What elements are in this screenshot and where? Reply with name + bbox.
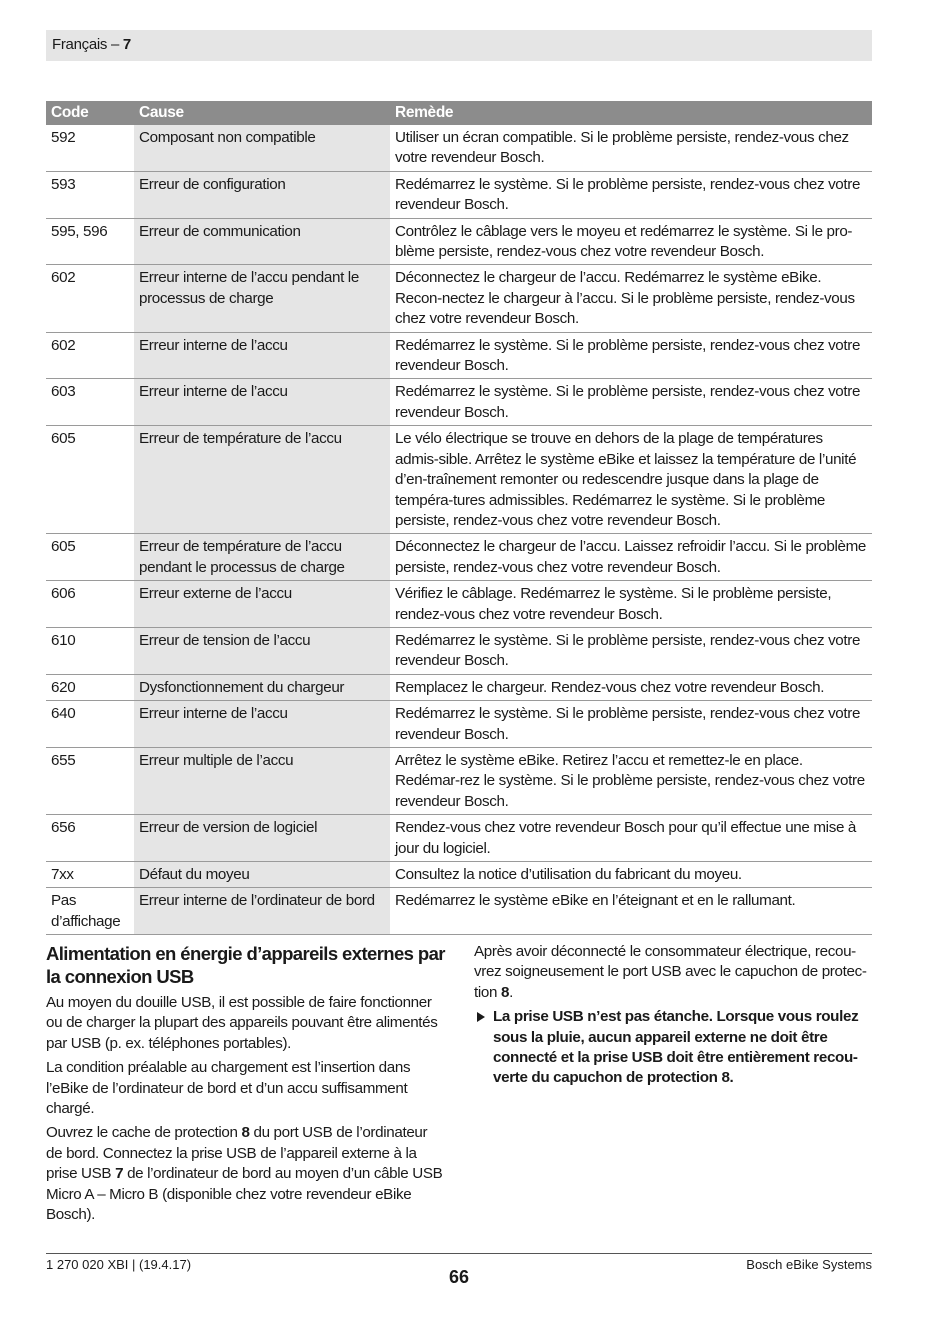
table-row	[46, 218, 872, 265]
table-row	[46, 125, 872, 171]
cell-code: 606	[46, 581, 134, 628]
cell-remedy: Redémarrez le système. Si le problème persiste, rendez-vous chez votre revendeur Bosch.	[390, 332, 872, 379]
cell-code: 620	[46, 674, 134, 700]
cell-code: 655	[46, 747, 134, 814]
error-code-table	[46, 101, 872, 935]
cell-cause: Composant non compatible	[134, 125, 390, 171]
table-row	[46, 265, 872, 332]
cell-remedy: Redémarrez le système. Si le problème persiste, rendez-vous chez votre revendeur Bosch.	[390, 171, 872, 218]
paragraph-usb-intro: Au moyen du douille USB, il est possible de faire fonctionner ou de charger la plupart des appareils pouvant être alimentés par USB (p. ex. téléphones portables).	[46, 994, 438, 1052]
header-page-number: 7	[122, 36, 131, 53]
table-row	[46, 747, 872, 814]
cell-remedy: Redémarrez le système. Si le problème persiste, rendez-vous chez votre revendeur Bosch.	[390, 379, 872, 426]
cell-cause: Erreur de configuration	[134, 171, 390, 218]
table-row	[46, 701, 872, 748]
table-body	[46, 125, 872, 935]
table-row	[46, 888, 872, 935]
cell-remedy: Rendez-vous chez votre revendeur Bosch pour qu’il effectue une mise à jour du logiciel.	[390, 815, 872, 862]
table-row	[46, 171, 872, 218]
cell-code: 595, 596	[46, 218, 134, 265]
footer-page-number: 66	[448, 1267, 470, 1287]
paragraph-connection-instructions: Ouvrez le cache de protection 8 du port USB de l’ordinateur de bord. Connectez la prise USB de l’appareil externe à la prise USB 7 de l’ordinateur de bord au moyen d’un câble USB Micro A – Micro B (disponible chez votre revendeur eBike Bosch).	[46, 1124, 443, 1224]
cell-code: 605	[46, 534, 134, 581]
cell-code: 605	[46, 426, 134, 534]
table-row	[46, 581, 872, 628]
cell-remedy: Contrôlez le câblage vers le moyeu et redémarrez le système. Si le pro-blème persiste, rendez-vous chez votre revendeur Bosch.	[390, 218, 872, 265]
cell-remedy: Le vélo électrique se trouve en dehors de la plage de températures admis-sible. Arrêtez le système eBike et laissez la température de l’unité d’en-traînement remonter ou redescendre jusque dans la plage de tempéra-tures admissibles. Redémarrez le système. Si le problème persiste, rendez-vous chez votre revendeur Bosch.	[390, 426, 872, 534]
cell-remedy: Consultez la notice d’utilisation du fabricant du moyeu.	[390, 862, 872, 888]
footer-divider	[46, 1253, 872, 1254]
cell-cause: Erreur interne de l’accu pendant le processus de charge	[134, 265, 390, 332]
cell-remedy: Utiliser un écran compatible. Si le problème persiste, rendez-vous chez votre revendeur Bosch.	[390, 125, 872, 171]
table-row	[46, 862, 872, 888]
cell-remedy: Redémarrez le système. Si le problème persiste, rendez-vous chez votre revendeur Bosch.	[390, 627, 872, 674]
warning-triangle-icon	[477, 1012, 485, 1022]
cell-code: 593	[46, 171, 134, 218]
cell-cause: Erreur interne de l’accu	[134, 701, 390, 748]
paragraph-disconnect-instructions: Après avoir déconnecté le consommateur électrique, recou-vrez soigneusement le port USB avec le capuchon de protec-tion 8.	[474, 943, 867, 1001]
section-title: Alimentation en énergie d’appareils externes par la connexion USB	[46, 943, 445, 987]
cell-cause: Erreur interne de l’accu	[134, 332, 390, 379]
cell-remedy: Redémarrez le système. Si le problème persiste, rendez-vous chez votre revendeur Bosch.	[390, 701, 872, 748]
cell-remedy: Vérifiez le câblage. Redémarrez le système. Si le problème persiste, rendez-vous chez votre revendeur Bosch.	[390, 581, 872, 628]
cell-remedy: Déconnectez le chargeur de l’accu. Redémarrez le système eBike. Recon-nectez le chargeur à l’accu. Si le problème persiste, rendez-vous chez votre revendeur Bosch.	[390, 265, 872, 332]
cell-cause: Erreur de température de l’accu	[134, 426, 390, 534]
cell-remedy: Redémarrez le système eBike en l’éteignant et en le rallumant.	[390, 888, 872, 935]
cell-remedy: Arrêtez le système eBike. Retirez l’accu et remettez-le en place. Redémar-rez le système. Si le problème persiste, rendez-vous chez votre revendeur Bosch.	[390, 747, 872, 814]
table-row	[46, 815, 872, 862]
header-separator: –	[107, 36, 123, 53]
cell-cause: Défaut du moyeu	[134, 862, 390, 888]
cell-code: Pas d’affichage	[46, 888, 134, 935]
cell-code: 656	[46, 815, 134, 862]
cell-code: 640	[46, 701, 134, 748]
cell-code: 610	[46, 627, 134, 674]
column-header-cause: Cause	[134, 101, 390, 125]
page-header	[46, 30, 872, 61]
cell-code: 592	[46, 125, 134, 171]
cell-cause: Erreur externe de l’accu	[134, 581, 390, 628]
cell-code: 603	[46, 379, 134, 426]
cell-code: 602	[46, 332, 134, 379]
table-row	[46, 674, 872, 700]
usb-section-right	[474, 942, 872, 1089]
cell-code: 602	[46, 265, 134, 332]
usb-section-left	[46, 942, 446, 1229]
table-row	[46, 426, 872, 534]
table-row	[46, 379, 872, 426]
cell-cause: Erreur de communication	[134, 218, 390, 265]
cell-remedy: Remplacez le chargeur. Rendez-vous chez votre revendeur Bosch.	[390, 674, 872, 700]
table-header-row	[46, 101, 872, 125]
cell-cause: Erreur interne de l’ordinateur de bord	[134, 888, 390, 935]
cell-cause: Erreur de version de logiciel	[134, 815, 390, 862]
footer-doc-id: 1 270 020 XBI | (19.4.17)	[46, 1257, 192, 1272]
column-header-code: Code	[46, 101, 134, 125]
column-header-remedy: Remède	[390, 101, 872, 125]
cell-code: 7xx	[46, 862, 134, 888]
cell-cause: Erreur interne de l’accu	[134, 379, 390, 426]
cell-cause: Dysfonctionnement du chargeur	[134, 674, 390, 700]
cell-cause: Erreur multiple de l’accu	[134, 747, 390, 814]
warning-text: La prise USB n’est pas étanche. Lorsque vous roulez sous la pluie, aucun appareil externe ne doit être connecté et la prise USB doit être entièrement recou-verte du capuchon de protection 8.	[493, 1008, 859, 1087]
header-language: Français	[52, 36, 108, 53]
warning-note	[474, 1007, 872, 1089]
paragraph-charging-condition: La condition préalable au chargement est l’insertion dans l’eBike de l’ordinateur de bord et d’un accu suffisamment chargé.	[46, 1059, 411, 1118]
table-row	[46, 534, 872, 581]
footer-brand: Bosch eBike Systems	[746, 1257, 872, 1272]
cell-cause: Erreur de tension de l’accu	[134, 627, 390, 674]
table-row	[46, 627, 872, 674]
table-row	[46, 332, 872, 379]
cell-remedy: Déconnectez le chargeur de l’accu. Laissez refroidir l’accu. Si le problème persiste, rendez-vous chez votre revendeur Bosch.	[390, 534, 872, 581]
cell-cause: Erreur de température de l’accu pendant le processus de charge	[134, 534, 390, 581]
